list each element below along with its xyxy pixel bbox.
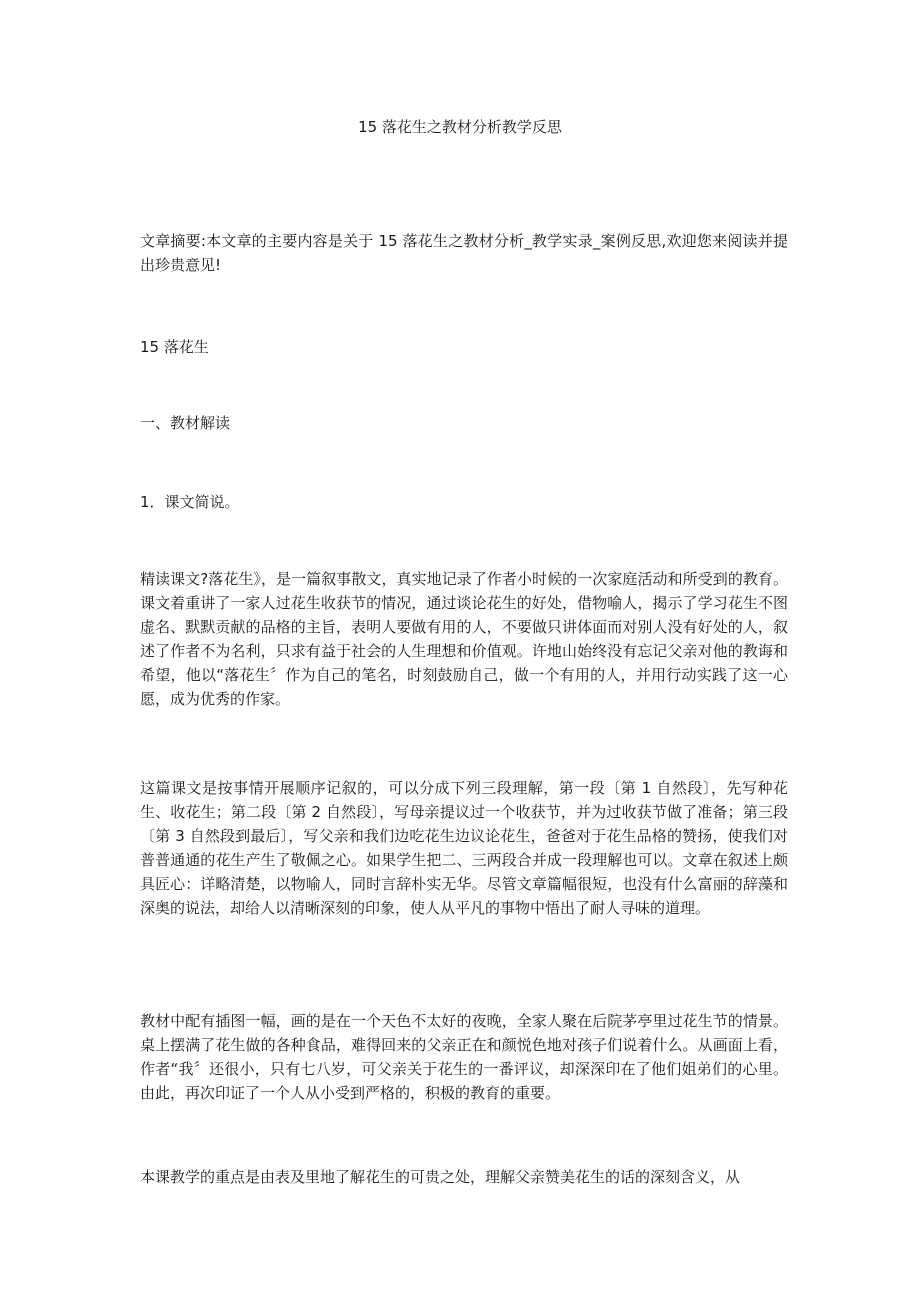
paragraph: 这篇课文是按事情开展顺序记叙的，可以分成下列三段理解，第一段〔第 1 自然段〕，先写种花生、收花生；第二段〔第 2 自然段〕，写母亲提议过一个收获节，并为过收获节做了准备；第三段〔第 3 自然段到最后〕，写父亲和我们边吃花生边议论花生，爸爸对于花生品格的赞扬，使我们对普普通通的花生产生了敬佩之心。如果学生把二、三两段合并成一段理解也可以。文章在叙述上颇具匠心：详略清楚，以物喻人，同时言辞朴实无华。尽管文章篇幅很短，也没有什么富丽的辞藻和深奥的说法，却给人以清晰深刻的印象，使人从平凡的事物中悟出了耐人寻味的道理。 <box>140 779 788 917</box>
section-heading: 一、教材解读 <box>140 414 231 432</box>
paragraph: 本课教学的重点是由表及里地了解花生的可贵之处，理解父亲赞美花生的话的深刻含义，从 <box>140 1168 741 1186</box>
paragraph: 精读课文?落花生》，是一篇叙事散文，真实地记录了作者小时候的一次家庭活动和所受到的教育。课文着重讲了一家人过花生收获节的情况，通过谈论花生的好处，借物喻人，揭示了学习花生不图虚名、默默贡献的品格的主旨，表明人要做有用的人，不要做只讲体面而对别人没有好处的人，叙述了作者不为名利，只求有益于社会的人生理想和价值观。许地山始终没有忘记父亲对他的教诲和希望，他以“落花生〞作为自己的笔名，时刻鼓励自己，做一个有用的人，并用行动实践了这一心愿，成为优秀的作家。 <box>140 570 788 708</box>
page-title: 15 落花生之教材分析教学反思 <box>358 118 562 136</box>
lesson-heading: 15 落花生 <box>140 338 209 356</box>
sub-heading: 1．课文简说。 <box>140 493 240 511</box>
article-summary: 文章摘要:本文章的主要内容是关于 15 落花生之教材分析_教学实录_案例反思,欢迎您来阅读并提出珍贵意见! <box>140 232 788 274</box>
paragraph: 教材中配有插图一幅，画的是在一个天色不太好的夜晚，全家人聚在后院茅亭里过花生节的情景。桌上摆满了花生做的各种食品，难得回来的父亲正在和颜悦色地对孩子们说着什么。从画面上看，作者“我〞还很小，只有七八岁，可父亲关于花生的一番评议，却深深印在了他们姐弟们的心里。由此，再次印证了一个人从小受到严格的，积极的教育的重要。 <box>140 1012 788 1102</box>
